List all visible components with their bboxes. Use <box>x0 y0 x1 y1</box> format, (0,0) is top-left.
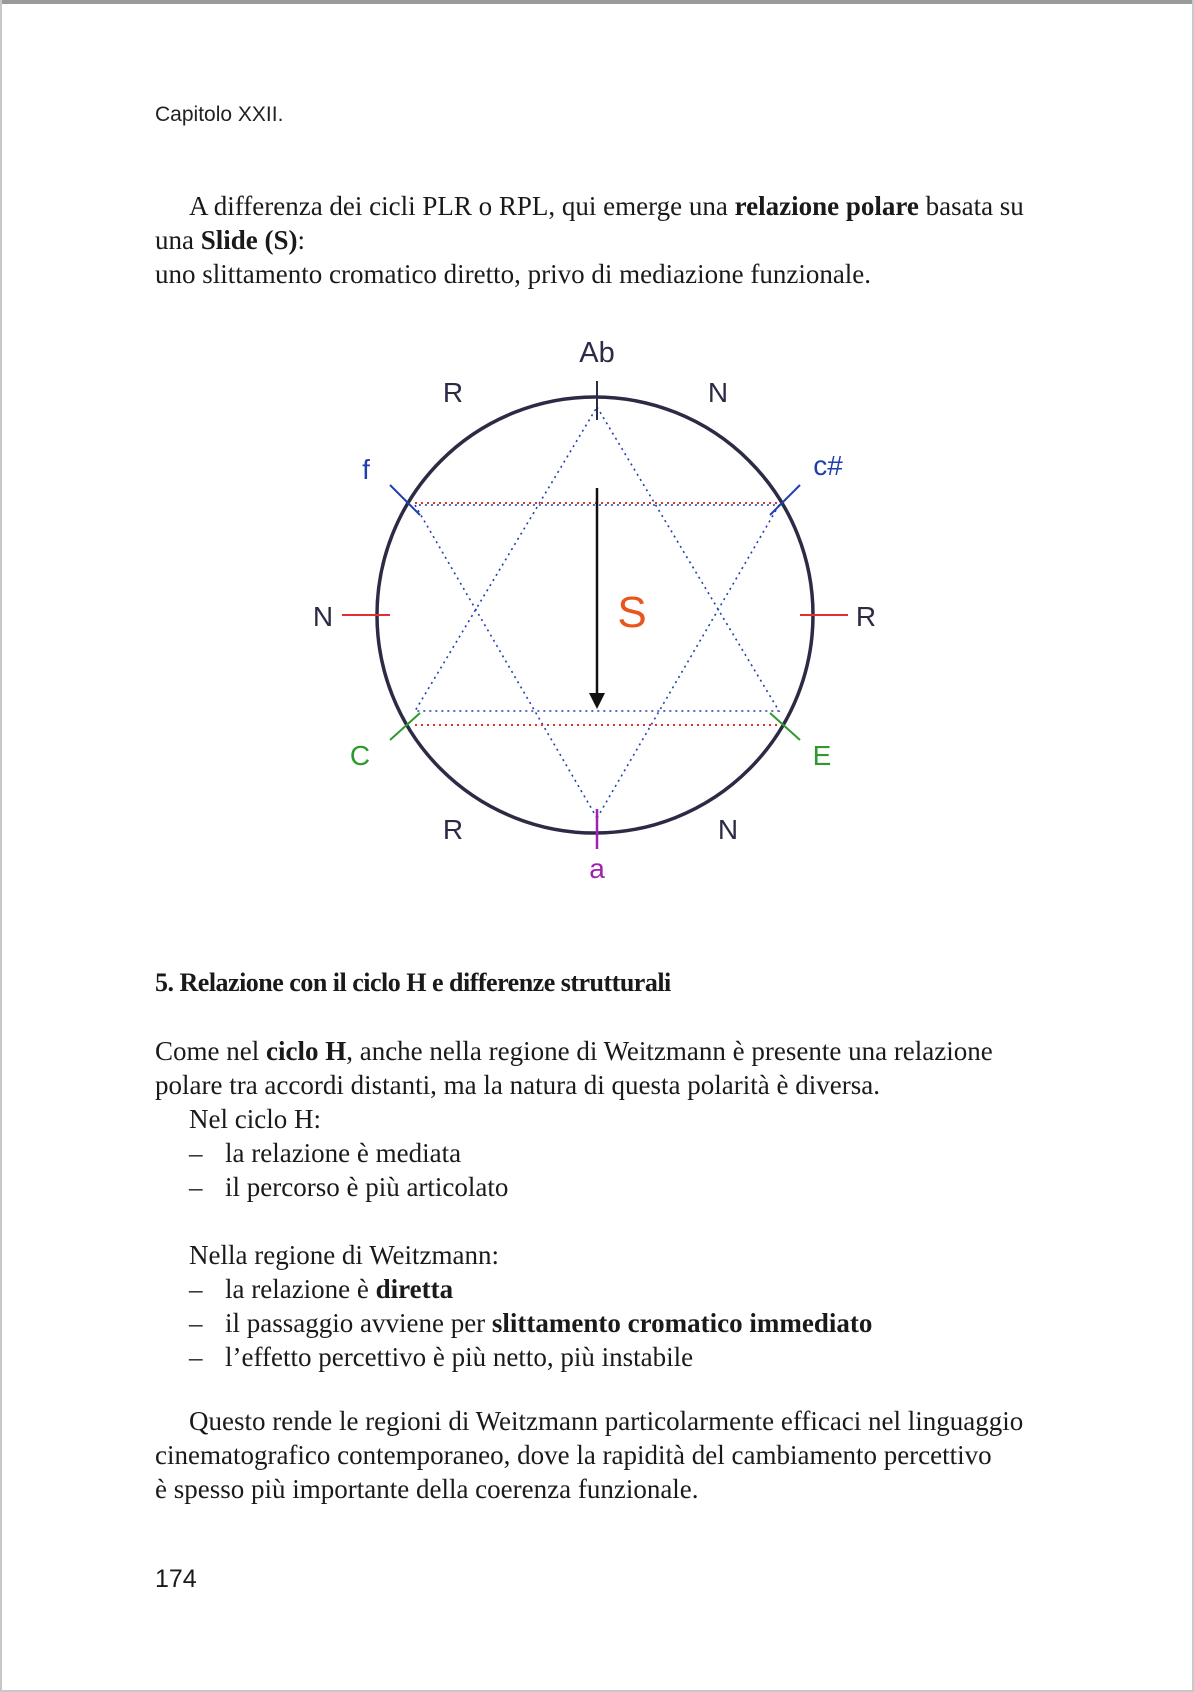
intro-text: A differenza dei cicli PLR o RPL, qui emerge una <box>189 191 735 221</box>
intro-text: basata su <box>918 191 1024 221</box>
dash-marker: – <box>189 1342 203 1372</box>
list-item <box>155 1272 1040 1306</box>
label-slide: S <box>617 588 647 637</box>
list-item <box>155 1306 1040 1340</box>
body-text: Come nel <box>155 1036 266 1066</box>
label-top-right-arc: N <box>707 377 729 408</box>
body-bold-term: ciclo H <box>265 1036 347 1066</box>
weitzmann-diagram <box>290 325 900 895</box>
list-item-text: il passaggio avviene per <box>225 1308 492 1338</box>
slide-arrow-head <box>589 693 605 709</box>
top-border <box>0 0 1194 4</box>
label-right: R <box>855 601 877 632</box>
page-number: 174 <box>155 1565 197 1593</box>
body-line-1 <box>155 1034 1040 1068</box>
list-item-text: l’effetto percettivo è più netto, più instabile <box>225 1342 694 1372</box>
body-paragraph <box>155 1034 1040 1374</box>
body-text: , anche nella regione di Weitzmann è presente una relazione <box>346 1036 993 1066</box>
label-top-left-arc: R <box>442 377 464 408</box>
conclusion-paragraph <box>155 1404 1040 1506</box>
label-bottom: a <box>589 853 605 884</box>
list-item-bold: slittamento cromatico immediato <box>491 1308 873 1338</box>
page-border-left <box>0 0 2 1692</box>
dash-marker: – <box>189 1172 203 1202</box>
label-upper-right: c# <box>813 450 843 481</box>
list-item-text: la relazione è mediata <box>225 1138 462 1168</box>
circle <box>377 397 813 833</box>
label-left: N <box>312 601 334 632</box>
list-item <box>155 1136 1040 1170</box>
conclusion-line-2: cinematografico contemporaneo, dove la rapidità del cambiamento percettivo <box>155 1440 992 1470</box>
diagram-svg <box>290 325 900 895</box>
intro-paragraph <box>155 189 1040 291</box>
intro-line-1 <box>155 189 1040 223</box>
running-head: Capitolo XXII. <box>155 103 284 126</box>
label-top: Ab <box>579 337 615 369</box>
intro-line-3: uno slittamento cromatico diretto, privo di mediazione funzionale. <box>155 259 872 289</box>
dash-marker: – <box>189 1308 203 1338</box>
list-item-text: la relazione è <box>225 1274 376 1304</box>
body-line-2: polare tra accordi distanti, ma la natura di questa polarità è diversa. <box>155 1070 880 1100</box>
intro-bold-term: Slide (S) <box>200 225 298 255</box>
intro-text: : <box>297 225 306 255</box>
list-item <box>155 1170 1040 1204</box>
list-item <box>155 1340 1040 1374</box>
label-bottom-right-arc: N <box>717 814 739 845</box>
intro-text: una <box>155 225 201 255</box>
dash-marker: – <box>189 1274 203 1304</box>
intro-line-2 <box>155 223 1040 257</box>
conclusion-line-3: è spesso più importante della coerenza funzionale. <box>155 1474 699 1504</box>
label-upper-left: f <box>362 454 370 485</box>
list-item-bold: diretta <box>375 1274 454 1304</box>
label-lower-left: C <box>349 740 371 771</box>
intro-bold-term: relazione polare <box>734 191 919 221</box>
h-cycle-intro: Nel ciclo H: <box>189 1104 321 1134</box>
dash-marker: – <box>189 1138 203 1168</box>
conclusion-line-1: Questo rende le regioni di Weitzmann particolarmente efficaci nel linguaggio <box>189 1406 1024 1436</box>
section-title: 5. Relazione con il ciclo H e differenze strutturali <box>155 968 671 997</box>
label-lower-right: E <box>812 740 832 771</box>
label-bottom-left-arc: R <box>442 814 464 845</box>
list-item-text: il percorso è più articolato <box>225 1172 509 1202</box>
spacer <box>155 1204 1040 1238</box>
weitzmann-intro: Nella regione di Weitzmann: <box>189 1240 499 1270</box>
